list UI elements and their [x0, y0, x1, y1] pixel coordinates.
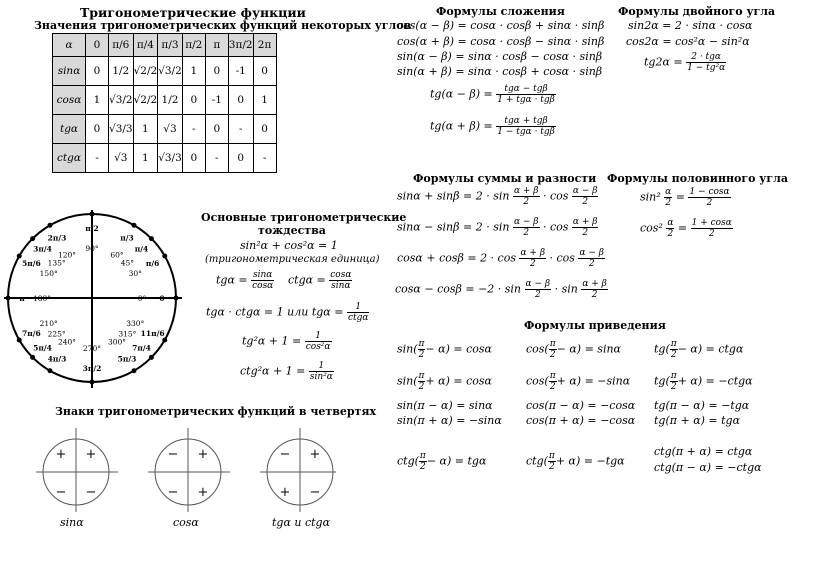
denominator: 2 — [582, 228, 589, 238]
table-cell: √2/2 — [133, 86, 158, 115]
fraction — [664, 187, 672, 208]
denominator: 2 — [549, 382, 556, 392]
reduction-post: + α) = −sinα — [556, 374, 631, 388]
identity-ctg-sq-lhs: ctg²α + 1 = — [240, 364, 306, 378]
table-header-cell: π/4 — [133, 34, 158, 57]
denominator: 1 − tgα · tgβ — [497, 127, 555, 137]
table-row — [53, 115, 277, 144]
table-cell: √3/3 — [158, 144, 183, 173]
denominator: 2 — [418, 350, 425, 360]
circle-degree-label: 150° — [39, 269, 58, 278]
fraction — [496, 84, 556, 105]
identity-ctg-sq — [240, 361, 334, 382]
reduction-item — [526, 371, 630, 392]
circle-point — [90, 380, 95, 385]
numerator: α + β — [513, 186, 539, 196]
formula-eq: = — [675, 190, 685, 204]
denominator: 2 — [582, 197, 589, 207]
formula-mid: · cos — [543, 189, 569, 203]
reduction-pre: cos( — [526, 342, 549, 356]
circle-radian-label: 3π/2 — [82, 364, 102, 373]
numerator: α + β — [572, 217, 598, 227]
identity-tg-ctg — [206, 302, 369, 323]
table-cell: √3 — [109, 144, 134, 173]
fraction — [572, 186, 599, 207]
identity-pythagorean: sin²α + cos²α = 1 — [240, 239, 338, 252]
addition-line: cos(α − β) = cosα · cosβ + sinα · sinβ — [397, 19, 605, 32]
circle-degree-label: 90° — [85, 244, 99, 253]
fraction — [549, 371, 557, 392]
identities-title: Основные тригонометрические — [201, 211, 407, 224]
circle-degree-label: 315° — [118, 329, 137, 339]
circle-degree-label: 135° — [47, 258, 66, 268]
denominator: sin²α — [309, 372, 333, 382]
table-title: Значения тригонометрических функций некоторых углов — [34, 19, 412, 32]
reduction-item: sin(π − α) = sinα — [397, 399, 493, 412]
fraction — [686, 52, 726, 73]
fraction — [666, 218, 674, 239]
numerator: cosα — [330, 270, 352, 280]
formula-mid: · sin — [554, 282, 578, 296]
circle-point — [17, 254, 22, 259]
fraction — [251, 270, 274, 291]
numerator: α — [665, 187, 672, 197]
table-cell: 0 — [86, 115, 109, 144]
formula-lhs: tg(α + β) = — [430, 119, 493, 133]
table-cell: - — [86, 144, 109, 173]
double-sin: sin2α = 2 · sinα · cosα — [628, 19, 753, 32]
circle-radian-label: π/6 — [145, 259, 160, 268]
fraction — [329, 270, 352, 291]
unit-circle — [4, 210, 184, 390]
table-cell: 1 — [253, 86, 276, 115]
formula-mid: · cos — [543, 220, 569, 234]
circle-radian-label: 7π/4 — [132, 343, 151, 353]
reduction-item — [397, 451, 486, 472]
circle-point — [149, 236, 154, 241]
fraction — [513, 186, 540, 207]
reduction-pre: sin( — [397, 374, 418, 388]
table-cell: - — [182, 115, 205, 144]
denominator: 2 — [549, 462, 555, 472]
table-cell: 0 — [228, 86, 253, 115]
fraction — [496, 116, 556, 137]
half-title: Формулы половинного угла — [607, 172, 788, 185]
denominator: 2 — [529, 259, 536, 269]
circle-radian-label: π/3 — [120, 233, 134, 243]
fraction — [691, 218, 733, 239]
circle-point — [149, 355, 154, 360]
formula-lhs: cosα + cosβ = 2 · cos — [397, 251, 516, 265]
sumdiff-row — [397, 186, 598, 207]
sumdiff-row — [395, 279, 608, 300]
table-row — [53, 86, 277, 115]
formula-lhs: sin² — [640, 190, 661, 204]
table-cell: √3/2 — [158, 57, 183, 86]
fraction — [347, 302, 370, 323]
circle-degree-label: 330° — [126, 319, 145, 328]
table-header-cell: 3π/2 — [228, 34, 253, 57]
table-cell: 1/2 — [158, 86, 183, 115]
denominator: 1 − tg²α — [687, 63, 726, 73]
double-title: Формулы двойного угла — [618, 5, 776, 18]
table-row-head: cosα — [53, 86, 86, 115]
sign-symbol: + — [309, 447, 321, 462]
reduction-pre: cos( — [526, 374, 549, 388]
table-cell: 0 — [205, 115, 228, 144]
numerator: π — [418, 339, 425, 349]
formula-lhs: cosα − cosβ = −2 · sin — [395, 282, 522, 296]
numerator: α − β — [525, 279, 551, 289]
table-header-cell: π/2 — [182, 34, 205, 57]
denominator: 1 + tgα · tgβ — [497, 95, 555, 105]
reduction-item — [526, 339, 621, 360]
circle-degree-label: 225° — [47, 329, 66, 339]
circle-point — [162, 338, 167, 343]
circle-point — [30, 236, 35, 241]
identity-tg-lhs: tgα = — [216, 273, 248, 287]
denominator: 2 — [420, 462, 426, 472]
denominator: 2 — [534, 290, 541, 300]
table-cell: - — [205, 144, 228, 173]
reduction-title: Формулы приведения — [524, 319, 666, 332]
reduction-post: − α) = sinα — [556, 342, 621, 356]
numerator: π — [670, 339, 677, 349]
table-cell: 1 — [86, 86, 109, 115]
circle-degree-label: 45° — [120, 258, 135, 268]
circle-point — [17, 338, 22, 343]
numerator: π — [419, 451, 426, 461]
signs-caption-sin: sinα — [60, 516, 84, 529]
half-cos — [640, 218, 733, 239]
numerator: π — [548, 451, 555, 461]
denominator: sinα — [331, 281, 351, 291]
circle-point — [90, 212, 95, 217]
circle-point — [48, 368, 53, 373]
table-row — [53, 144, 277, 173]
denominator: cosα — [252, 281, 274, 291]
numerator: 1 − cosα — [689, 187, 730, 197]
sign-symbol: − — [55, 485, 67, 500]
circle-radian-label: 0 — [159, 294, 165, 303]
table-cell: 0 — [253, 57, 276, 86]
denominator: 2 — [667, 229, 674, 239]
circle-point — [48, 223, 53, 228]
fraction — [572, 217, 599, 238]
circle-degree-label: 270° — [82, 344, 102, 353]
fraction — [578, 248, 605, 269]
sign-symbol: + — [197, 447, 209, 462]
fraction — [670, 371, 678, 392]
reduction-post: + α) = cosα — [425, 374, 492, 388]
identity-tg-lhs2: tgα = — [311, 305, 344, 319]
sumdiff-title: Формулы суммы и разности — [413, 172, 597, 185]
numerator: π — [549, 371, 556, 381]
sign-symbol: + — [279, 485, 291, 500]
sign-symbol: − — [85, 485, 97, 500]
formula-mid: · cos — [549, 251, 575, 265]
reduction-item: tg(π − α) = −tgα — [654, 399, 750, 412]
table-header-cell: 0 — [86, 34, 109, 57]
table-cell: -1 — [205, 86, 228, 115]
half-sin — [640, 187, 731, 208]
reduction-pre: ctg( — [526, 454, 548, 468]
reduction-item: ctg(π − α) = −ctgα — [654, 461, 762, 474]
reduction-item: sin(π + α) = −sinα — [397, 414, 502, 427]
table-row-head: tgα — [53, 115, 86, 144]
table-cell: 1 — [133, 144, 158, 173]
signs-title: Знаки тригонометрических функций в четвертях — [55, 405, 377, 418]
circle-degree-label: 240° — [57, 337, 77, 347]
fraction — [581, 279, 608, 300]
fraction — [670, 339, 678, 360]
identity-note: (тригонометрическая единица) — [205, 254, 380, 265]
reduction-item: cos(π − α) = −cosα — [526, 399, 636, 412]
identities-title-line2: тождества — [258, 224, 326, 237]
numerator: α + β — [582, 279, 607, 289]
numerator: 1 — [347, 302, 370, 313]
circle-radian-label: π/2 — [85, 224, 99, 233]
signs-group — [36, 428, 336, 512]
table-cell: 0 — [86, 57, 109, 86]
denominator: 2 — [549, 350, 556, 360]
reduction-pre: tg( — [654, 342, 670, 356]
table-header-cell: π — [205, 34, 228, 57]
reduction-post: + α) = −ctgα — [677, 374, 753, 388]
reduction-item: tg(π + α) = tgα — [654, 414, 741, 427]
numerator: α − β — [572, 186, 598, 196]
reduction-pre: sin( — [397, 342, 418, 356]
table-cell: 0 — [182, 86, 205, 115]
addition-line: cos(α + β) = cosα · cosβ − sinα · sinβ — [397, 35, 605, 48]
reduction-item — [654, 371, 753, 392]
fraction — [309, 361, 334, 382]
numerator: π — [418, 371, 425, 381]
identity-tg-sq — [242, 331, 332, 352]
circle-degree-label: 0° — [137, 294, 147, 303]
sign-symbol: + — [55, 447, 67, 462]
numerator: 1 + cosα — [691, 218, 732, 228]
reduction-pre: ctg( — [397, 454, 419, 468]
table-cell: 1 — [133, 115, 158, 144]
circle-radian-label: 11π/6 — [140, 329, 165, 338]
sign-symbol: + — [197, 485, 209, 500]
reduction-item — [526, 451, 625, 472]
identity-ctg-lhs: ctgα = — [288, 273, 326, 287]
reduction-post: − α) = tgα — [426, 454, 487, 468]
table-row-head: sinα — [53, 57, 86, 86]
numerator: α − β — [513, 217, 539, 227]
identity-or: или — [287, 305, 309, 319]
addition-line: sin(α − β) = sinα · cosβ − cosα · sinβ — [397, 50, 603, 63]
numerator: α + β — [520, 248, 546, 258]
signs-caption-tg: tgα и ctgα — [272, 516, 331, 529]
table-cell: 0 — [182, 144, 205, 173]
fraction — [519, 248, 546, 269]
identity-tg — [216, 270, 274, 291]
reduction-post: + α) = −tgα — [555, 454, 625, 468]
double-tg — [644, 52, 726, 73]
circle-point — [162, 254, 167, 259]
reduction-item — [397, 339, 492, 360]
table-row — [53, 57, 277, 86]
circle-radian-label: 5π/4 — [33, 343, 52, 353]
denominator: 2 — [670, 350, 677, 360]
formula-lhs: cos² — [640, 221, 663, 235]
reduction-item — [397, 371, 492, 392]
numerator: π — [670, 371, 677, 381]
sign-symbol: + — [85, 447, 97, 462]
denominator: 2 — [708, 229, 715, 239]
numerator: 1 — [309, 361, 334, 372]
identity-tg-sq-lhs: tg²α + 1 = — [242, 334, 302, 348]
table-cell: - — [253, 144, 276, 173]
addition-line: sin(α + β) = sinα · cosβ + cosα · sinβ — [397, 65, 603, 78]
sign-symbol: − — [167, 447, 179, 462]
circle-radian-label: π — [19, 294, 25, 303]
fraction — [548, 451, 556, 472]
addition-tg-minus — [430, 84, 556, 105]
denominator: cos²α — [305, 342, 331, 352]
fraction — [525, 279, 552, 300]
numerator: π — [549, 339, 556, 349]
table-header-cell: 2π — [253, 34, 276, 57]
circle-degree-label: 180° — [32, 294, 52, 303]
numerator: α — [667, 218, 674, 228]
circle-point — [132, 368, 137, 373]
numerator: 1 — [305, 331, 332, 342]
denominator: 2 — [523, 197, 530, 207]
identity-product: tgα · ctgα = 1 — [206, 305, 284, 319]
fraction — [305, 331, 332, 352]
circle-radian-label: 5π/3 — [117, 354, 137, 364]
circle-point — [30, 355, 35, 360]
numerator: tgα + tgβ — [496, 116, 556, 127]
numerator: tgα − tgβ — [496, 84, 556, 95]
table-cell: 0 — [205, 57, 228, 86]
numerator: sinα — [253, 270, 273, 280]
circle-degree-label: 30° — [128, 269, 142, 278]
denominator: 2 — [706, 198, 713, 208]
table-cell: √3 — [158, 115, 183, 144]
circle-radian-label: π/4 — [134, 244, 149, 254]
circle-degree-label: 300° — [107, 337, 127, 347]
denominator: 2 — [588, 259, 595, 269]
formula-lhs: tg(α − β) = — [430, 87, 493, 101]
formula-lhs: sinα + sinβ = 2 · sin — [397, 189, 510, 203]
circle-radian-label: 3π/4 — [33, 244, 52, 254]
circle-degree-label: 210° — [39, 319, 58, 328]
sumdiff-row — [397, 217, 598, 238]
denominator: 2 — [670, 382, 677, 392]
numerator: 2 · tgα — [686, 52, 726, 63]
signs-caption-cos: cosα — [173, 516, 199, 529]
circle-radian-label: 7π/6 — [22, 329, 41, 338]
denominator: ctgα — [347, 313, 369, 323]
reduction-item — [654, 339, 743, 360]
table-cell: 0 — [253, 115, 276, 144]
table-row-head: ctgα — [53, 144, 86, 173]
denominator: 2 — [591, 290, 598, 300]
values-table — [52, 33, 277, 173]
fraction — [549, 339, 557, 360]
sign-symbol: − — [167, 485, 179, 500]
double-cos: cos2α = cos²α − sin²α — [626, 35, 750, 48]
circle-degree-label: 120° — [57, 250, 77, 260]
circle-degree-label: 60° — [110, 250, 124, 260]
sign-symbol: − — [279, 447, 291, 462]
table-cell: √2/2 — [133, 57, 158, 86]
circle-radian-label: 5π/6 — [22, 259, 41, 268]
table-cell: - — [228, 115, 253, 144]
table-cell: 0 — [228, 144, 253, 173]
addition-title: Формулы сложения — [436, 5, 565, 18]
denominator: 2 — [418, 382, 425, 392]
formula-lhs: sinα − sinβ = 2 · sin — [397, 220, 510, 234]
table-cell: 1 — [182, 57, 205, 86]
circle-point — [6, 296, 11, 301]
identity-ctg — [288, 270, 352, 291]
formula-lhs: tg2α = — [644, 55, 683, 69]
table-cell: √3/3 — [109, 115, 134, 144]
table-header-cell: α — [53, 34, 86, 57]
fraction — [688, 187, 730, 208]
reduction-post: − α) = ctgα — [677, 342, 744, 356]
reduction-item: cos(π + α) = −cosα — [526, 414, 636, 427]
reduction-pre: tg( — [654, 374, 670, 388]
table-cell: √3/2 — [109, 86, 134, 115]
circle-radian-label: 4π/3 — [47, 354, 67, 364]
sign-symbol: − — [309, 485, 321, 500]
addition-tg-plus — [430, 116, 556, 137]
circle-point — [132, 223, 137, 228]
formula-eq: = — [677, 221, 688, 235]
table-cell: 1/2 — [109, 57, 134, 86]
circle-point — [174, 296, 179, 301]
reduction-item: ctg(π + α) = ctgα — [654, 445, 753, 458]
table-header-row — [53, 34, 277, 57]
table-cell: -1 — [228, 57, 253, 86]
denominator: 2 — [665, 198, 672, 208]
fraction — [513, 217, 540, 238]
circle-radian-label: 2π/3 — [47, 233, 67, 243]
main-title: Тригонометрические функции — [80, 5, 306, 20]
numerator: α − β — [579, 248, 604, 258]
table-header-cell: π/3 — [158, 34, 183, 57]
fraction — [419, 451, 427, 472]
denominator: 2 — [523, 228, 530, 238]
table-header-cell: π/6 — [109, 34, 134, 57]
reduction-post: − α) = cosα — [425, 342, 492, 356]
sumdiff-row — [397, 248, 605, 269]
